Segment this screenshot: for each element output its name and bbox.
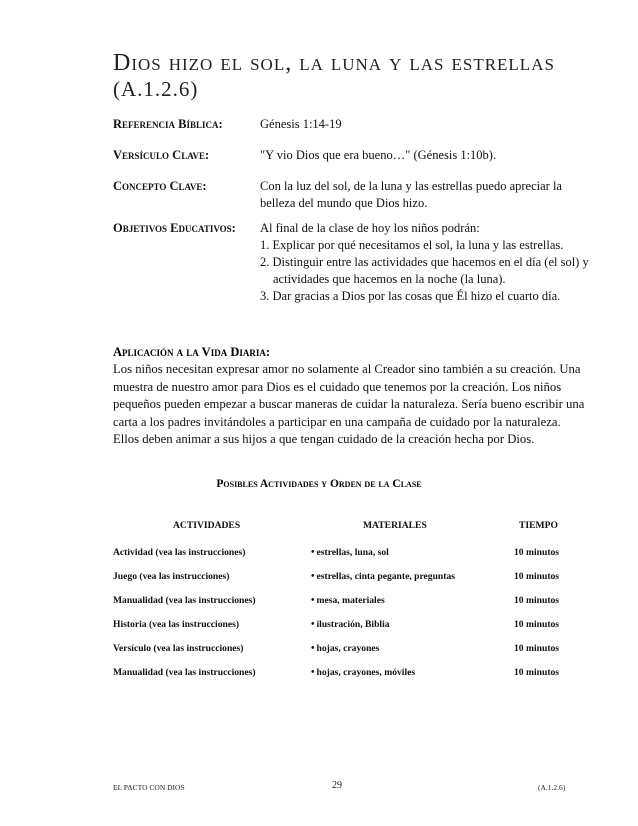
concepto-value: Con la luz del sol, de la luna y las estrellas puedo apreciar la belleza del mundo que Dios hizo. <box>260 179 562 210</box>
actividad-cell: Manualidad (vea las instrucciones) <box>113 667 256 678</box>
materiales-cell <box>311 643 379 654</box>
materiales-text: estrellas, luna, sol <box>316 547 389 558</box>
footer-right: (A.1.2.6) <box>538 783 566 792</box>
materiales-text: estrellas, cinta pegante, preguntas <box>316 571 455 582</box>
page-number: 29 <box>332 780 342 791</box>
bullet-icon: • <box>311 643 315 654</box>
header-tiempo: TIEMPO <box>519 520 558 531</box>
tiempo-cell: 10 minutos <box>514 667 560 678</box>
materiales-text: ilustración, Biblia <box>316 619 390 630</box>
aplicacion-heading: Aplicación a la Vida Diaria: <box>113 345 271 359</box>
page-title <box>113 50 603 102</box>
bullet-icon: • <box>311 619 315 630</box>
materiales-cell <box>311 595 385 606</box>
actividad-cell: Historia (vea las instrucciones) <box>113 619 240 630</box>
actividad-cell: Juego (vea las instrucciones) <box>113 571 230 582</box>
table-row <box>113 595 583 611</box>
title-code: (A.1.2.6) <box>113 77 199 101</box>
referencia-label: Referencia Bíblica: <box>113 117 223 131</box>
objetivos-value <box>260 220 595 305</box>
materiales-text: mesa, materiales <box>316 595 385 606</box>
footer-left: EL PACTO CON DIOS <box>113 783 185 792</box>
objetivo-item: 3. Dar gracias a Dios por las cosas que Él hizo el cuarto día. <box>260 289 561 303</box>
table-row <box>113 667 583 683</box>
bullet-icon: • <box>311 595 315 606</box>
tiempo-cell: 10 minutos <box>514 619 560 630</box>
title-main: Dios hizo el sol, la luna y las estrellas <box>113 50 555 76</box>
objetivo-item: 1. Explicar por qué necesitamos el sol, la luna y las estrellas. <box>260 238 564 252</box>
tiempo-cell: 10 minutos <box>514 595 560 606</box>
objetivos-list <box>260 237 595 305</box>
bullet-icon: • <box>311 547 315 558</box>
versiculo-label: Versículo Clave: <box>113 148 210 162</box>
tiempo-cell: 10 minutos <box>514 571 560 582</box>
referencia-value: Génesis 1:14-19 <box>260 117 342 131</box>
materiales-cell <box>311 667 415 678</box>
objetivos-label: Objetivos Educativos: <box>113 221 236 235</box>
tiempo-cell: 10 minutos <box>514 547 560 558</box>
bullet-icon: • <box>311 667 315 678</box>
header-actividades: ACTIVIDADES <box>173 520 241 531</box>
materiales-cell <box>311 547 389 558</box>
materiales-cell <box>311 619 390 630</box>
actividades-heading: Posibles Actividades y Orden de la Clase <box>216 478 422 490</box>
materiales-text: hojas, crayones, móviles <box>316 667 416 678</box>
aplicacion-text: Los niños necesitan expresar amor no solamente al Creador sino también a su creación. Una muestra de nuestro amor para Dios es el cuidado que tenemos por la creación. Los niños pequeños pueden empezar a buscar maneras de cuidar la naturaleza. Sería bueno escribir una carta a los padres invitándoles a participar en una campaña de cuidado por la naturaleza. Ellos deben animar a sus hijos a que tengan cuidado de la creación hecha por Dios. <box>113 362 585 447</box>
table-row <box>113 547 583 563</box>
table-row <box>113 571 583 587</box>
materiales-text: hojas, crayones <box>316 643 380 654</box>
tiempo-cell: 10 minutos <box>514 643 560 654</box>
actividad-cell: Actividad (vea las instrucciones) <box>113 547 246 558</box>
table-row <box>113 619 583 635</box>
materiales-cell <box>311 571 455 582</box>
objetivos-intro: Al final de la clase de hoy los niños podrán: <box>260 221 480 235</box>
actividad-cell: Manualidad (vea las instrucciones) <box>113 595 256 606</box>
header-materiales: MATERIALES <box>363 520 427 531</box>
actividad-cell: Versículo (vea las instrucciones) <box>113 643 244 654</box>
objetivo-item: 2. Distinguir entre las actividades que hacemos en el día (el sol) y actividades que hacemos en la noche (la luna). <box>260 255 589 286</box>
table-row <box>113 643 583 659</box>
versiculo-value: "Y vio Dios que era bueno…" (Génesis 1:10b). <box>260 148 497 162</box>
bullet-icon: • <box>311 571 315 582</box>
concepto-label: Concepto Clave: <box>113 179 207 193</box>
